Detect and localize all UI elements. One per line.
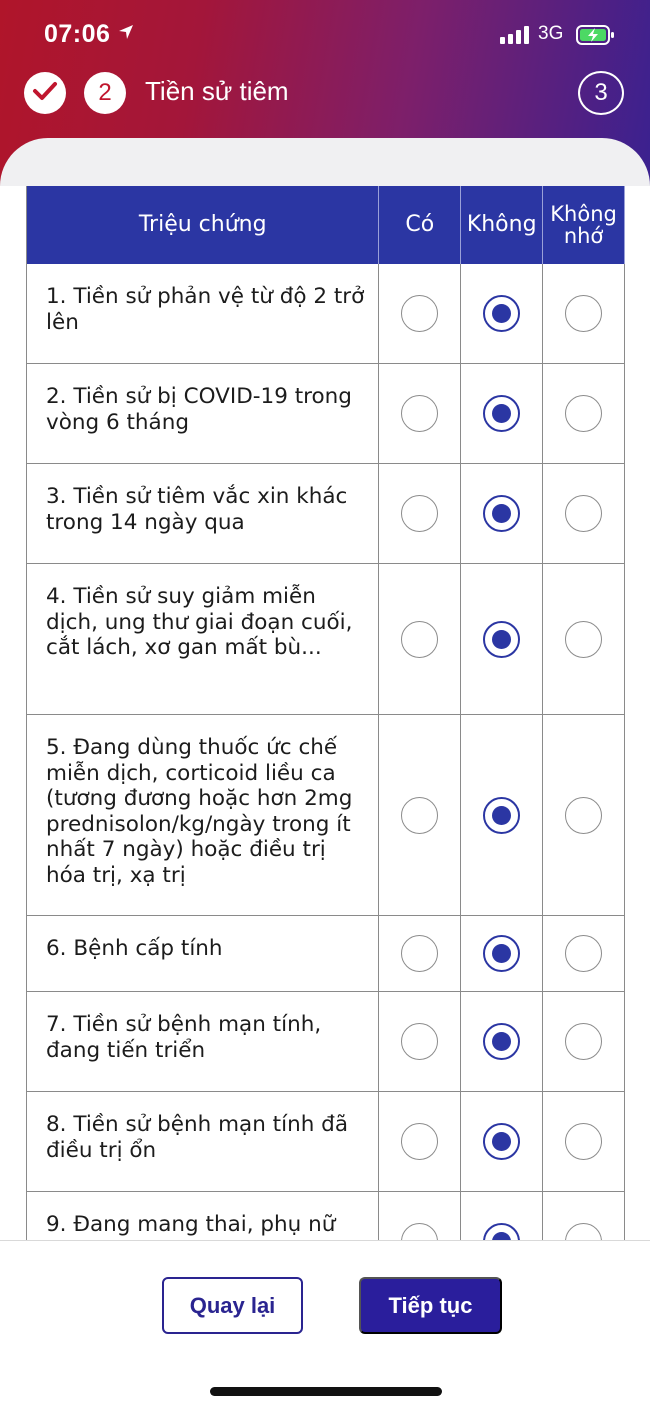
radio-yes[interactable]: [401, 395, 438, 432]
back-button[interactable]: Quay lại: [162, 1277, 303, 1334]
radio-not-remember[interactable]: [565, 621, 602, 658]
radio-yes[interactable]: [401, 1223, 438, 1240]
radio-no[interactable]: [483, 295, 520, 332]
row-label: 4. Tiền sử suy giảm miễn dịch, ung thư giai đoạn cuối, cắt lách, xơ gan mất bù...: [27, 564, 379, 714]
table-header: [27, 186, 625, 264]
row-label: 3. Tiền sử tiêm vắc xin khác trong 14 ngày qua: [27, 464, 379, 563]
step-title: Tiền sử tiêm: [145, 76, 289, 106]
table-row: [27, 916, 625, 992]
radio-no[interactable]: [483, 797, 520, 834]
header: [0, 0, 650, 190]
location-arrow-icon: [118, 24, 134, 44]
symptom-table-scroll[interactable]: [0, 186, 650, 1240]
step-2-current[interactable]: 2: [84, 72, 126, 114]
radio-yes[interactable]: [401, 295, 438, 332]
home-indicator[interactable]: [210, 1387, 442, 1396]
radio-yes[interactable]: [401, 797, 438, 834]
radio-no[interactable]: [483, 495, 520, 532]
row-label: 9. Đang mang thai, phụ nữ: [27, 1192, 379, 1240]
table-row: [27, 264, 625, 364]
radio-no[interactable]: [483, 395, 520, 432]
radio-not-remember[interactable]: [565, 1223, 602, 1240]
radio-not-remember[interactable]: [565, 935, 602, 972]
table-row: [27, 564, 625, 715]
radio-not-remember[interactable]: [565, 495, 602, 532]
radio-yes[interactable]: [401, 935, 438, 972]
row-label: 5. Đang dùng thuốc ức chế miễn dịch, corticoid liều ca (tương đương hoặc hơn 2mg prednisolon/kg/ngày trong ít nhất 7 ngày) hoặc điều trị hóa trị, xạ trị: [27, 715, 379, 915]
row-label: 7. Tiền sử bệnh mạn tính, đang tiến triển: [27, 992, 379, 1091]
radio-yes[interactable]: [401, 495, 438, 532]
radio-not-remember[interactable]: [565, 1023, 602, 1060]
radio-no[interactable]: [483, 935, 520, 972]
header-symptom: Triệu chứng: [27, 186, 379, 264]
radio-yes[interactable]: [401, 1123, 438, 1160]
radio-not-remember[interactable]: [565, 1123, 602, 1160]
step-3-next[interactable]: 3: [578, 71, 624, 115]
table-row: [27, 1092, 625, 1192]
continue-button[interactable]: Tiếp tục: [359, 1277, 502, 1334]
radio-no[interactable]: [483, 621, 520, 658]
step-1-done[interactable]: [24, 72, 66, 114]
signal-bars-icon: [500, 26, 529, 44]
check-icon: [32, 81, 58, 105]
radio-no[interactable]: [483, 1123, 520, 1160]
row-label: 6. Bệnh cấp tính: [27, 916, 379, 991]
header-not-remember: Không nhớ: [543, 186, 625, 264]
table-row: [27, 715, 625, 916]
radio-not-remember[interactable]: [565, 295, 602, 332]
radio-not-remember[interactable]: [565, 797, 602, 834]
radio-yes[interactable]: [401, 1023, 438, 1060]
row-label: 8. Tiền sử bệnh mạn tính đã điều trị ổn: [27, 1092, 379, 1191]
table-row: [27, 992, 625, 1092]
symptom-table: [26, 186, 625, 1240]
radio-yes[interactable]: [401, 621, 438, 658]
table-row: [27, 1192, 625, 1240]
footer-bar: [0, 1240, 650, 1407]
radio-not-remember[interactable]: [565, 395, 602, 432]
status-time: 07:06: [44, 20, 111, 48]
radio-no[interactable]: [483, 1023, 520, 1060]
header-no: Không: [461, 186, 543, 264]
header-yes: Có: [379, 186, 461, 264]
battery-charging-icon: [576, 24, 616, 50]
network-type: 3G: [538, 23, 564, 44]
radio-no[interactable]: [483, 1223, 520, 1240]
table-row: [27, 464, 625, 564]
row-label: 1. Tiền sử phản vệ từ độ 2 trở lên: [27, 264, 379, 363]
row-label: 2. Tiền sử bị COVID-19 trong vòng 6 tháng: [27, 364, 379, 463]
table-row: [27, 364, 625, 464]
